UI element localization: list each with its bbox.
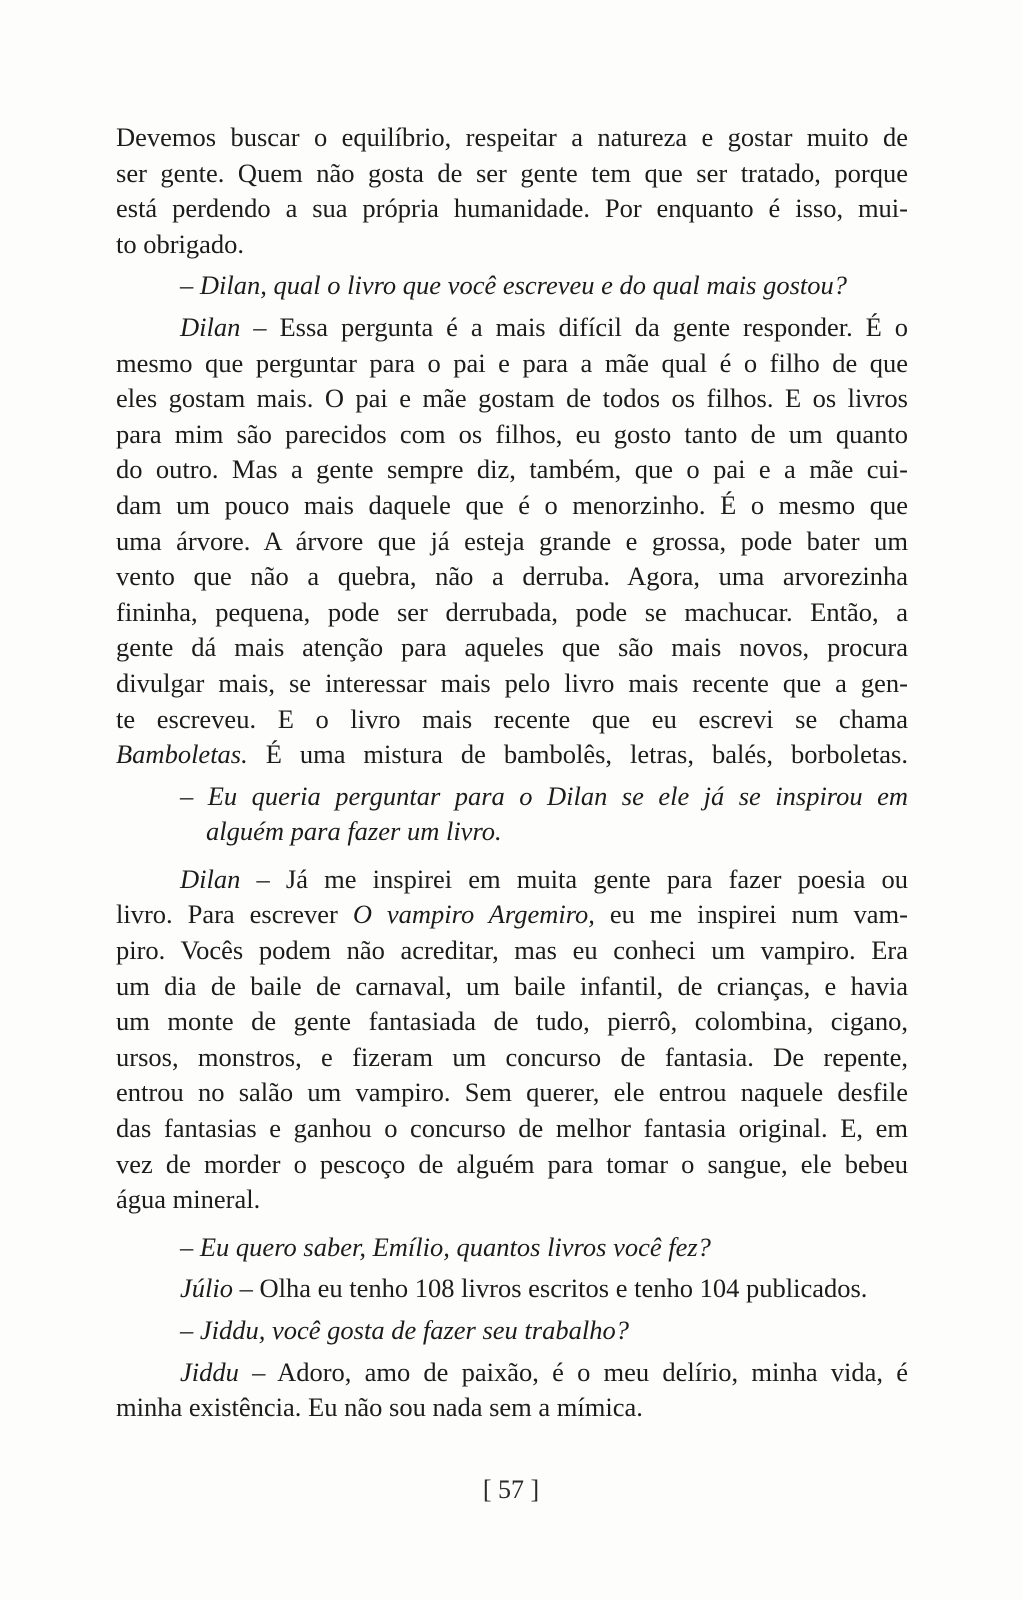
page-number: [ 57 ] [482,1475,540,1504]
text-line: divulgar mais, se interessar mais pelo livro mais recente que a gen- [116,667,908,698]
text-line: to obrigado. [116,228,245,259]
answer-text: eu me inspirei num vam- [594,899,908,930]
text-line: dam um pouco mais daquele que é o menorzinho. É o mesmo que [116,489,908,520]
question-line [116,268,908,304]
text-line: Devemos buscar o equilíbrio, respeitar a natureza e gostar muito de [116,122,908,152]
answer-text: livro. Para escrever [116,899,353,930]
text-line [116,897,908,933]
text-line [116,310,908,346]
answer-text: – Essa pergunta é a mais difícil da gente responder. É o [240,311,908,342]
question-text: – Dilan, qual o livro que você escreveu e do qual mais gostou? [180,270,848,301]
text-line: água mineral. [116,1184,261,1215]
text-line: do outro. Mas a gente sempre diz, também, que o pai e a mãe cui- [116,454,908,485]
question-line [116,779,908,815]
question-text: – Eu queria perguntar para o Dilan se ele já se inspirou em [180,780,908,811]
text-line: minha existência. Eu não sou nada sem a mímica. [116,1392,643,1423]
question-line [116,814,908,850]
paragraph [116,120,908,262]
text-line: um dia de baile de carnaval, um baile infantil, de crianças, e havia [116,970,908,1001]
question-line [116,1313,908,1349]
text-line: um monte de gente fantasiada de tudo, pierrô, colombina, cigano, [116,1006,908,1037]
question-text: – Jiddu, você gosta de fazer seu trabalho? [180,1315,629,1345]
text-line: eles gostam mais. O pai e mãe gostam de todos os filhos. E os livros [116,383,908,414]
answer-text: – Adoro, amo de paixão, é o meu delírio, minha vida, é [238,1356,908,1387]
answer-text: – Já me inspirei em muita gente para fazer poesia ou [240,863,908,894]
text-line: para mim são parecidos com os filhos, eu gosto tanto de um quanto [116,418,908,449]
question-text: alguém para fazer um livro. [206,816,502,847]
text-line: vez de morder o pescoço de alguém para tomar o sangue, ele bebeu [116,1148,908,1179]
question-text: – Eu quero saber, Emílio, quantos livros você fez? [180,1231,711,1262]
text-line: ursos, monstros, e fizeram um concurso de fantasia. De repente, [116,1041,908,1072]
text-line: piro. Vocês podem não acreditar, mas eu conheci um vampiro. Era [116,935,908,966]
text-line [116,862,908,898]
text-line: entrou no salão um vampiro. Sem querer, ele entrou naquele desfile [116,1077,908,1108]
book-title: Bamboletas. [116,739,248,770]
speaker-name: Dilan [180,863,241,894]
text-line: fininha, pequena, pode ser derrubada, pode se machucar. Então, a [116,596,908,627]
answer-paragraph [116,1355,908,1426]
question-block [116,779,908,850]
answer-line [116,1271,908,1307]
text-line [116,1355,908,1391]
text-line: uma árvore. A árvore que já esteja grande e grossa, pode bater um [116,525,908,556]
speaker-name: Dilan [180,311,241,342]
text-line: das fantasias e ganhou o concurso de melhor fantasia original. E, em [116,1113,908,1144]
answer-text: – Olha eu tenho 108 livros escritos e tenho 104 publicados. [233,1273,868,1304]
document-body [116,120,908,1426]
answer-paragraph [116,862,908,1218]
speaker-name: Jiddu [180,1356,239,1387]
text-line [116,737,908,773]
speaker-name: Júlio [180,1273,233,1304]
answer-paragraph [116,310,908,773]
text-line: mesmo que perguntar para o pai e para a mãe qual é o filho de que [116,347,908,378]
text-line: ser gente. Quem não gosta de ser gente tem que ser tratado, porque [116,157,908,188]
answer-text: É uma mistura de bambolês, letras, balés, borboletas. [247,739,908,770]
text-line: gente dá mais atenção para aqueles que são mais novos, procura [116,632,908,663]
text-line: vento que não a quebra, não a derruba. Agora, uma arvorezinha [116,561,908,592]
text-line: está perdendo a sua própria humanidade. Por enquanto é isso, mui- [116,193,908,224]
text-line: te escreveu. E o livro mais recente que eu escrevi se chama [116,703,908,734]
question-line [116,1230,908,1266]
book-title: O vampiro Argemiro, [352,899,595,930]
